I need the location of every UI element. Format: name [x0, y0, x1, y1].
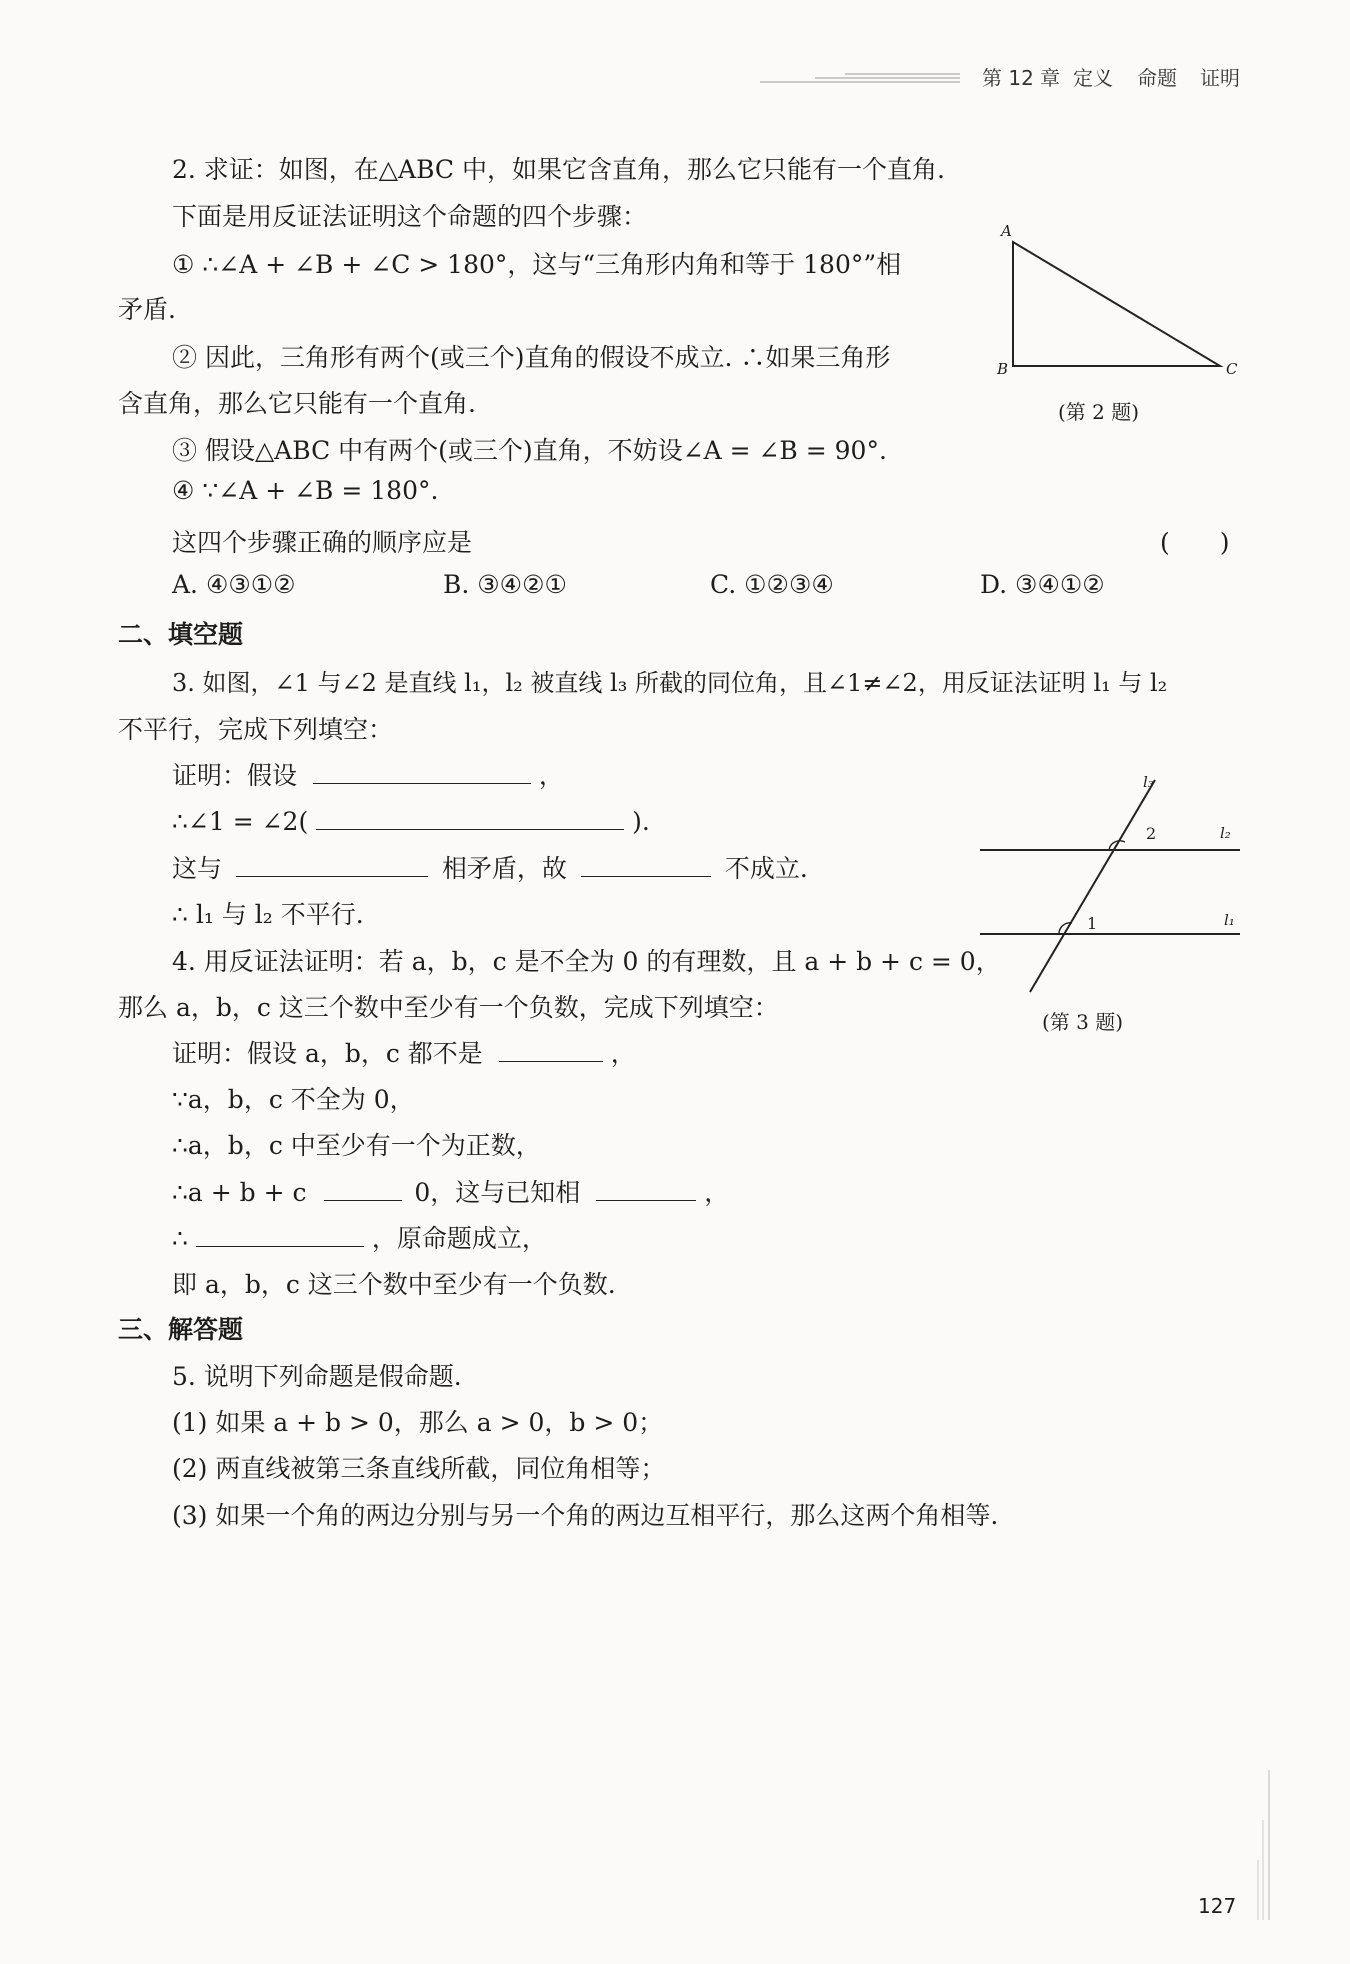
q5-item-3: (3) 如果一个角的两边分别与另一个角的两边互相平行，那么这两个角相等.: [172, 1501, 999, 1530]
q4-final: 即 a，b，c 这三个数中至少有一个负数.: [172, 1270, 616, 1299]
q3-proof-line3: [172, 849, 808, 885]
section-heading-fill-in: 二、填空题: [118, 620, 244, 649]
q3-blank-not-hold[interactable]: [581, 850, 711, 877]
page-number: 127: [1198, 1894, 1237, 1918]
q3-proof-start: 证明：假设: [172, 761, 298, 790]
q5-item-2: (2) 两直线被第三条直线所截，同位角相等；: [172, 1454, 666, 1483]
q3-blank-reason[interactable]: [316, 803, 624, 830]
q4-line1: 4. 用反证法证明：若 a，b，c 是不全为 0 的有理数，且 a + b + c = 0，: [172, 947, 1001, 976]
q4-proof-start: 证明：假设 a，b，c 都不是: [172, 1039, 483, 1068]
q3-figure: [975, 770, 1245, 1000]
q4-proof-line1: [172, 1034, 636, 1070]
q3-close-paren: ).: [632, 807, 650, 836]
q3-figure-caption: (第 3 题): [1042, 1010, 1124, 1034]
q4-line2: 那么 a，b，c 这三个数中至少有一个负数，完成下列填空：: [118, 993, 779, 1022]
q3-this-with: 这与: [172, 854, 223, 883]
section-heading-answer: 三、解答题: [118, 1315, 244, 1344]
header-rule: [760, 62, 960, 76]
q5-item-1: (1) 如果 a + b > 0，那么 a > 0，b > 0；: [172, 1408, 664, 1437]
page-edge-marks: [1255, 1770, 1275, 1920]
angle-label-2: 2: [1146, 824, 1157, 843]
q2-option-c: C. ①②③④: [710, 570, 834, 599]
q2-answer-paren: ( ): [1160, 528, 1230, 557]
header-item-definition: 定义: [1073, 66, 1113, 90]
q2-figure: [990, 222, 1240, 382]
q4-so-end: ，原命题成立，: [371, 1224, 547, 1253]
vertex-label-b: B: [997, 360, 1009, 378]
q2-intro: 下面是用反证法证明这个命题的四个步骤：: [172, 202, 648, 231]
q4-blank-contradiction[interactable]: [596, 1174, 696, 1201]
q4-sum-start: ∴a + b + c: [172, 1178, 307, 1207]
q3-conclusion: ∴ l₁ 与 l₂ 不平行.: [172, 900, 364, 929]
q4-sum-line: [172, 1173, 729, 1209]
q3-line1: 3. 如图，∠1 与∠2 是直线 l₁，l₂ 被直线 l₃ 所截的同位角，且∠1≠∠2，用反证法证明 l₁ 与 l₂: [172, 669, 1168, 697]
q4-blank-relation[interactable]: [324, 1174, 402, 1201]
q2-step1-line2: 矛盾.: [118, 295, 176, 324]
q2-option-a: A. ④③①②: [172, 570, 296, 599]
line-label-l1: l₁: [1224, 911, 1235, 929]
q2-title: 2. 求证：如图，在△ABC 中，如果它含直角，那么它只能有一个直角.: [172, 155, 945, 184]
q4-comma2: ，: [704, 1178, 730, 1207]
q2-order-prompt: 这四个步骤正确的顺序应是: [172, 528, 473, 557]
q4-so1: ∴a，b，c 中至少有一个为正数，: [172, 1131, 541, 1160]
q2-step1-line1: ① ∴∠A + ∠B + ∠C > 180°，这与“三角形内角和等于 180°”相: [172, 250, 902, 279]
q2-step2-line1: ② 因此，三角形有两个(或三个)直角的假设不成立. ∴如果三角形: [172, 343, 891, 372]
q3-comma: ，: [538, 761, 564, 790]
q3-not-hold: 不成立.: [724, 854, 808, 883]
q2-step2-line2: 含直角，那么它只能有一个直角.: [118, 389, 476, 418]
q4-blank-assume[interactable]: [499, 1035, 603, 1062]
q3-blank-assume[interactable]: [313, 757, 531, 784]
line-label-l3: l₃: [1143, 773, 1154, 791]
header-item-proposition: 命题: [1137, 66, 1177, 90]
q3-line2: 不平行，完成下列填空：: [118, 715, 394, 744]
q3-proof-line1: [172, 756, 564, 792]
q4-so-start: ∴: [172, 1224, 188, 1253]
vertex-label-a: A: [1001, 222, 1012, 240]
q3-therefore-eq: ∴∠1 = ∠2(: [172, 807, 309, 836]
q3-contradict: 相矛盾，故: [441, 854, 567, 883]
header-item-proof: 证明: [1200, 66, 1240, 90]
q2-option-b: B. ③④②①: [443, 570, 567, 599]
q4-comma: ，: [610, 1039, 636, 1068]
chapter-label: 第 12 章: [982, 66, 1061, 90]
q4-so-line: [172, 1219, 547, 1255]
angle-label-1: 1: [1087, 914, 1098, 933]
q5-title: 5. 说明下列命题是假命题.: [172, 1362, 462, 1391]
q2-option-d: D. ③④①②: [980, 570, 1105, 599]
q4-blank-so[interactable]: [196, 1220, 364, 1247]
q4-sum-mid: 0，这与已知相: [414, 1178, 581, 1207]
q3-proof-line2: [172, 803, 650, 836]
q2-figure-caption: (第 2 题): [1058, 400, 1140, 424]
q2-step3: ③ 假设△ABC 中有两个(或三个)直角，不妨设∠A = ∠B = 90°.: [172, 436, 887, 465]
q4-because: ∵a，b，c 不全为 0，: [172, 1085, 415, 1114]
vertex-label-c: C: [1226, 360, 1238, 378]
q3-blank-contradiction[interactable]: [236, 850, 428, 877]
line-label-l2: l₂: [1220, 824, 1231, 842]
q2-step4: ④ ∵∠A + ∠B = 180°.: [172, 476, 439, 505]
